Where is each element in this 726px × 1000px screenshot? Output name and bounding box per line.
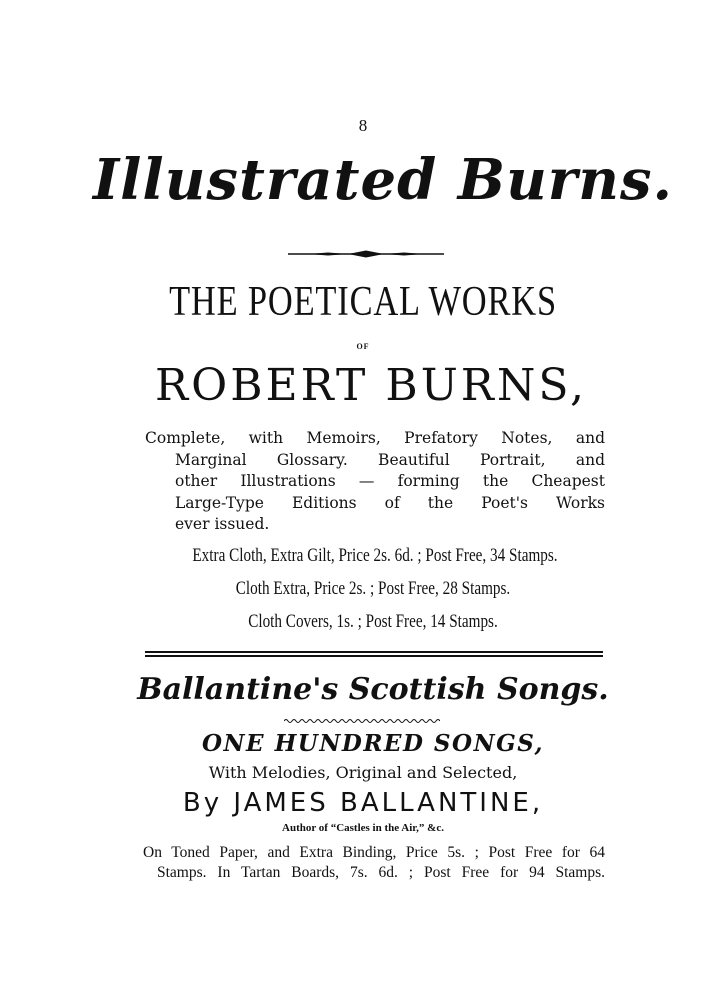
burns-price-line: Cloth Extra, Price 2s. ; Post Free, 28 Stamps. xyxy=(235,578,511,599)
ballantine-price-line: Stamps. In Tartan Boards, 7s. 6d. ; Post Free for 94 Stamps. xyxy=(157,864,605,881)
ballantine-author-name: By JAMES BALLANTINE, xyxy=(182,788,544,818)
description-line: ever issued. xyxy=(175,515,270,533)
diamond-rule-ornament xyxy=(288,249,444,259)
ballantine-price-line: On Toned Paper, and Extra Binding, Price 5s. ; Post Free for 64 xyxy=(143,844,605,861)
description-line: Marginal Glossary. Beautiful Portrait, and xyxy=(175,450,605,469)
description-line: other Illustrations — forming the Cheapest xyxy=(175,472,605,490)
description-line: Complete, with Memoirs, Prefatory Notes, and xyxy=(145,429,605,447)
songs-subtitle: With Melodies, Original and Selected, xyxy=(208,763,518,782)
burns-price-line: Cloth Covers, 1s. ; Post Free, 14 Stamps. xyxy=(248,611,498,632)
burns-heading: Illustrated Burns. xyxy=(92,147,674,213)
burns-price-line: Extra Cloth, Extra Gilt, Price 2s. 6d. ; Post Free, 34 Stamps. xyxy=(192,545,558,566)
ballantine-price-block xyxy=(143,843,605,883)
wavy-rule-ornament xyxy=(284,717,440,725)
page-number: 8 xyxy=(358,116,368,135)
double-rule-divider xyxy=(145,651,603,657)
works-title: THE POETICAL WORKS xyxy=(169,279,557,325)
burns-author-name: ROBERT BURNS, xyxy=(155,360,587,411)
burns-description xyxy=(145,428,605,536)
ballantine-heading: Ballantine's Scottish Songs. xyxy=(137,672,609,707)
description-line: Large-Type Editions of the Poet's Works xyxy=(175,493,605,512)
of-connector: OF xyxy=(356,342,370,351)
author-of-note: Author of “Castles in the Air,” &c. xyxy=(282,822,444,834)
songs-title: ONE HUNDRED SONGS, xyxy=(201,730,545,757)
